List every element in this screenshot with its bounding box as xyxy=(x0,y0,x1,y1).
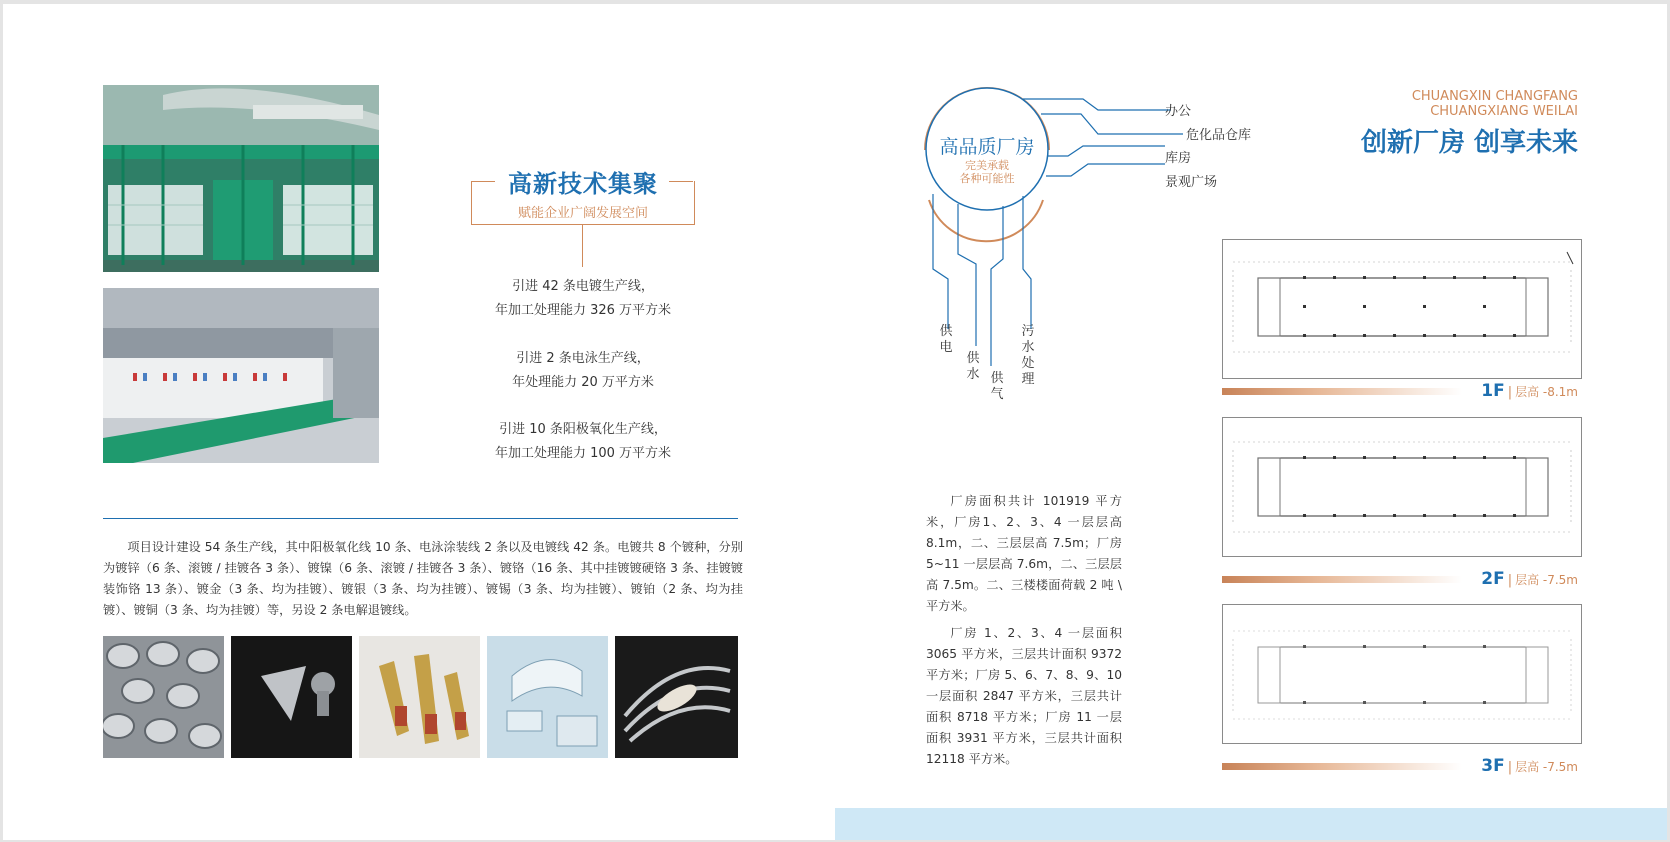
floor-bar-2f xyxy=(1222,576,1462,583)
node-warehouse: 库房 xyxy=(1165,151,1192,166)
floor-bar-1f xyxy=(1222,388,1462,395)
product-photo-5 xyxy=(615,636,738,758)
node-water: 供水 xyxy=(966,351,980,382)
floor-plan-2f xyxy=(1222,417,1582,557)
line-electroplating: 引进 42 条电镀生产线， 年加工处理能力 326 万平方米 xyxy=(494,279,672,318)
production-line-photo xyxy=(103,288,379,463)
node-power: 供电 xyxy=(939,324,953,355)
hub-title: 高品质厂房 xyxy=(939,136,1035,158)
pinyin-title: CHUANGXIN CHANGFANG CHUANGXIANG WEILAI xyxy=(1411,89,1578,119)
hub-subtitle: 完美承载 各种可能性 xyxy=(959,159,1015,185)
product-photo-3 xyxy=(359,636,480,758)
line-electrophoresis: 引进 2 条电泳生产线， 年处理能力 20 万平方米 xyxy=(512,351,654,390)
product-photo-1 xyxy=(103,636,224,758)
area-paragraph-2: 厂房 1、2、3、4 一层面积 3065 平方米，三层共计面积 9372 平方米；厂房 5、6、7、8、9、10 一层面积 2847 平方米，三层共计面积 8718 平方米；厂房 11 一层面积 3931 平方米，三层共计面积 12118 平方米。 xyxy=(926,626,1122,766)
product-photo-2 xyxy=(231,636,352,758)
node-hazmat: 危化品仓库 xyxy=(1186,128,1252,143)
heading-connector xyxy=(582,225,583,267)
bottom-band xyxy=(835,808,1667,840)
main-title: 创新厂房 创享未来 xyxy=(1360,128,1578,158)
section-subtitle: 赋能企业广阔发展空间 xyxy=(517,206,648,221)
floor-label-3f: 3F | 层高 -7.5m xyxy=(1481,756,1578,776)
floor-plan-1f xyxy=(1222,239,1582,379)
node-sewage: 污水处理 xyxy=(1021,324,1035,387)
floor-plan-3f xyxy=(1222,604,1582,744)
section-title: 高新技术集聚 xyxy=(508,170,658,198)
plating-workshop-photo xyxy=(103,85,379,272)
node-gas: 供气 xyxy=(990,371,1004,402)
floor-bar-3f xyxy=(1222,763,1462,770)
node-office: 办公 xyxy=(1165,104,1192,119)
brochure-spread xyxy=(3,4,1667,840)
project-paragraph: 项目设计建设 54 条生产线，其中阳极氧化线 10 条、电泳涂装线 2 条以及电镀线 42 条。电镀共 8 个镀种，分别为镀锌（6 条、滚镀 / 挂镀各 3 条）、镀镍（6 条、滚镀 / 挂镀各 3 条）、镀铬（16 条、其中挂镀镀硬铬 3 条、挂镀镀装饰铬 13 条）、镀金（3 条、均为挂镀）、镀银（3 条、均为挂镀）、镀锡（3 条、均为挂镀）、镀铂（2 条、均为挂镀）、镀铜（3 条、均为挂镀）等，另设 2 条电解退镀线。 xyxy=(103,540,743,617)
line-anodizing: 引进 10 条阳极氧化生产线， 年加工处理能力 100 万平方米 xyxy=(494,422,672,461)
node-plaza: 景观广场 xyxy=(1165,175,1218,190)
area-paragraph-1: 厂房面积共计 101919 平方米，厂房1、2、3、4 一层层高 8.1m，二、三层层高 7.5m；厂房 5~11 一层层高 7.6m，二、三层层高 7.5m。二、三楼楼面荷载 2 吨 \ 平方米。 xyxy=(926,494,1122,613)
floor-label-2f: 2F | 层高 -7.5m xyxy=(1481,569,1578,589)
product-photo-4 xyxy=(487,636,608,758)
section-divider xyxy=(103,518,738,519)
floor-label-1f: 1F | 层高 -8.1m xyxy=(1481,381,1578,401)
